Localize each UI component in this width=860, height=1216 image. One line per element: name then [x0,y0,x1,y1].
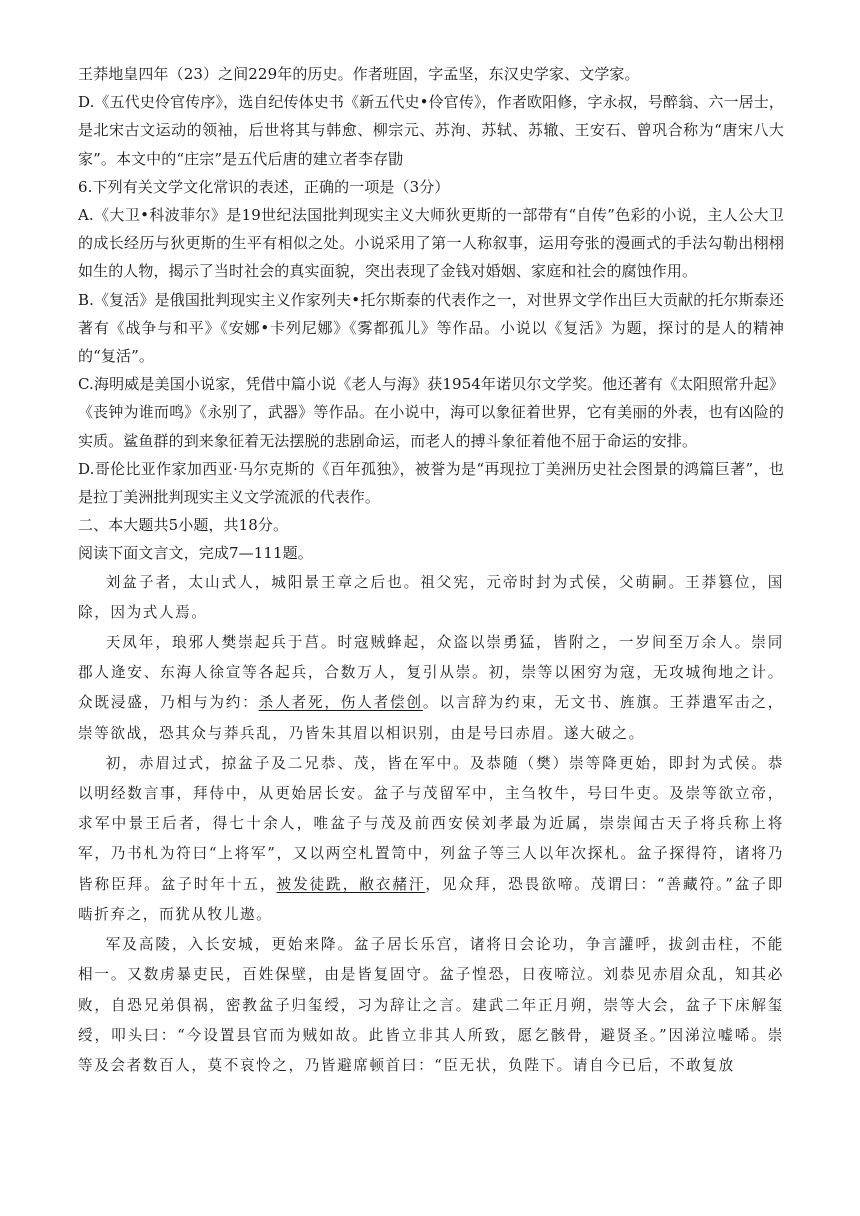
text-segment: B.《复活》是俄国批判现实主义作家列夫•托尔斯泰的代表作之一，对世界文学作出巨大贡献的托尔斯泰还著有《战争与和平》《安娜•卡列尼娜》《雾都孤儿》等作品。小说以《复活》为题，探讨的是人的精神的“复活”。 [78,290,784,366]
text-paragraph [78,455,784,511]
text-segment: ，见众拜，恐畏欲啼。茂谓曰：“善藏符。”盆子即啮折弃之，而犹从牧儿遨。 [78,875,784,923]
text-segment: 刘盆子者，太山式人，城阳景王章之后也。祖父宪，元帝时封为式侯，父萌嗣。王莽篡位，国除，因为式人焉。 [78,573,784,621]
text-segment: D.哥伦比亚作家加西亚·马尔克斯的《百年孤独》，被誉为是“再现拉丁美洲历史社会图景的鸿篇巨著”，也是拉丁美洲批判现实主义文学流派的代表作。 [78,459,784,507]
text-paragraph [78,60,784,88]
text-segment: 军及高陵，入长安城，更始来降。盆子居长乐宫，诸将日会论功，争言讙呼，拔剑击柱，不能相一。又数虏暴吏民，百姓保壁，由是皆复固守。盆子惶恐，日夜啼泣。刘恭见赤眉众乱，知其必败，自恐兄弟俱祸，密教盆子归玺绶，习为辞让之言。建武二年正月朔，崇等大会，盆子下床解玺绶，叩头曰：“今设置县官而为贼如故。此皆立非其人所致，愿乞骸骨，避贤圣。”因涕泣嘘唏。崇等及会者数百人，莫不哀怜之，乃皆避席顿首曰：“臣无状，负陛下。请自今已后，不敢复放 [78,936,784,1074]
underlined-phrase: 被发徒跣，敝衣赭汗 [276,875,426,893]
text-paragraph [78,286,784,371]
text-paragraph [78,173,784,201]
text-segment: A.《大卫•科波菲尔》是19世纪法国批判现实主义大师狄更斯的一部带有“自传”色彩的小说，主人公大卫的成长经历与狄更斯的生平有相似之处。小说采用了第一人称叙事，运用夸张的漫画式的手法勾勒出栩栩如生的人物，揭示了当时社会的真实面貌，突出表现了金钱对婚姻、家庭和社会的腐蚀作用。 [78,206,784,281]
text-segment: D.《五代史伶官传序》，选自纪传体史书《新五代史•伶官传》，作者欧阳修，字永叔，号醉翁、六一居士，是北宋古文运动的领袖，后世将其与韩愈、柳宗元、苏洵、苏轼、苏辙、王安石、曾巩合称为“唐宋八大家”。本文中的“庄宗”是五代后唐的建立者李存勖 [78,93,784,168]
text-paragraph [78,201,784,286]
text-segment: 天凤年，琅邪人樊崇起兵于莒。时寇贼蜂起，众盗以崇勇猛，皆附之，一岁间至万余人。崇同郡人逄安、东海人徐宣等各起兵，合数万人，复引从崇。初，崇等以困穷为寇，无攻城徇地之计。众既浸盛，乃相与为约： [78,634,784,712]
text-segment: 。以言辞为约束，无文书、旌旗。王莽遣军击之，崇等欲战，恐其众与莽兵乱，乃皆朱其眉以相识别，由是号曰赤眉。遂大破之。 [78,694,784,742]
text-segment: 阅读下面文言文，完成7—111题。 [78,544,313,563]
classical-passage-paragraph [78,568,784,628]
text-paragraph [78,370,784,455]
underlined-phrase: 杀人者死，伤人者偿创 [258,694,423,712]
text-paragraph [78,511,784,539]
text-segment: C.海明威是美国小说家，凭借中篇小说《老人与海》获1954年诺贝尔文学奖。他还著有《太阳照常升起》《丧钟为谁而鸣》《永别了，武器》等作品。在小说中，海可以象征着世界，它有美丽的外表，也有凶险的实质。鲨鱼群的到来象征着无法摆脱的悲剧命运，而老人的搏斗象征着他不屈于命运的安排。 [78,375,784,450]
text-segment: 6.下列有关文学文化常识的表述，正确的一项是（3分） [78,177,450,196]
classical-passage-paragraph [78,628,784,749]
text-column [78,60,784,1081]
classical-passage-paragraph [78,749,784,930]
text-segment: 王莽地皇四年（23）之间229年的历史。作者班固，字孟坚，东汉史学家、文学家。 [78,65,640,83]
text-paragraph [78,539,784,567]
text-paragraph [78,88,784,173]
classical-passage-paragraph [78,930,784,1081]
text-segment: 二、本大题共5小题，共18分。 [78,516,289,535]
text-segment: 初，赤眉过式，掠盆子及二兄恭、茂，皆在军中。及恭随（樊）崇等降更始，即封为式侯。恭以明经数言事，拜侍中，从更始居长安。盆子与茂留军中，主刍牧牛，号曰牛吏。及崇等欲立帝，求军中景王后者，得七十余人，唯盆子与茂及前西安侯刘孝最为近属，崇崇闻古天子将兵称上将军，乃书札为符曰“上将军”，又以两空札置笥中，列盆子等三人以年次探札。盆子探得符，诸将乃皆称臣拜。盆子时年十五， [78,754,784,893]
